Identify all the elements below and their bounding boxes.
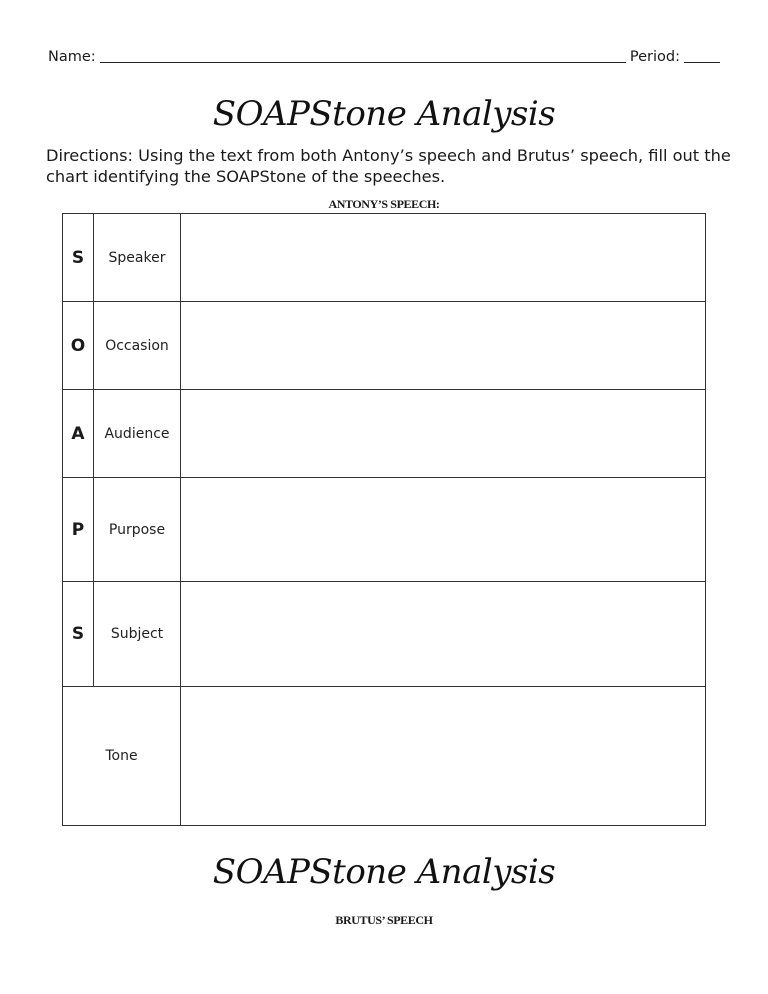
tone-label: Tone [63,687,181,826]
table-row-subject [63,582,706,687]
audience-answer-cell[interactable] [181,390,706,478]
second-page-title: SOAPStone Analysis [212,852,556,892]
tone-answer-cell[interactable] [181,687,706,826]
brutus-speech-heading: BRUTUS’ SPEECH [335,913,433,927]
row-label: Purpose [94,478,181,582]
table-row-tone [63,687,706,826]
occasion-answer-cell[interactable] [181,302,706,390]
row-letter: S [63,582,94,687]
row-letter: A [63,390,94,478]
subject-answer-cell[interactable] [181,582,706,687]
period-field[interactable] [684,48,720,63]
row-label: Occasion [94,302,181,390]
speaker-answer-cell[interactable] [181,214,706,302]
purpose-answer-cell[interactable] [181,478,706,582]
table-row-occasion [63,302,706,390]
row-label: Subject [94,582,181,687]
name-period-row [48,45,720,65]
table-row-audience [63,390,706,478]
directions-text: Directions: Using the text from both Antony’s speech and Brutus’ speech, fill out the chart identifying the SOAPStone of the speeches. [46,146,731,186]
soapstone-table [62,213,706,826]
page-title: SOAPStone Analysis [212,94,556,134]
antony-speech-heading: ANTONY’S SPEECH: [328,197,440,211]
period-label: Period: [629,49,680,65]
row-label: Speaker [94,214,181,302]
row-letter: S [63,214,94,302]
row-letter: O [63,302,94,390]
row-label: Audience [94,390,181,478]
name-field[interactable] [100,48,626,63]
row-letter: P [63,478,94,582]
name-label: Name: [48,49,96,65]
table-row-speaker [63,214,706,302]
table-row-purpose [63,478,706,582]
